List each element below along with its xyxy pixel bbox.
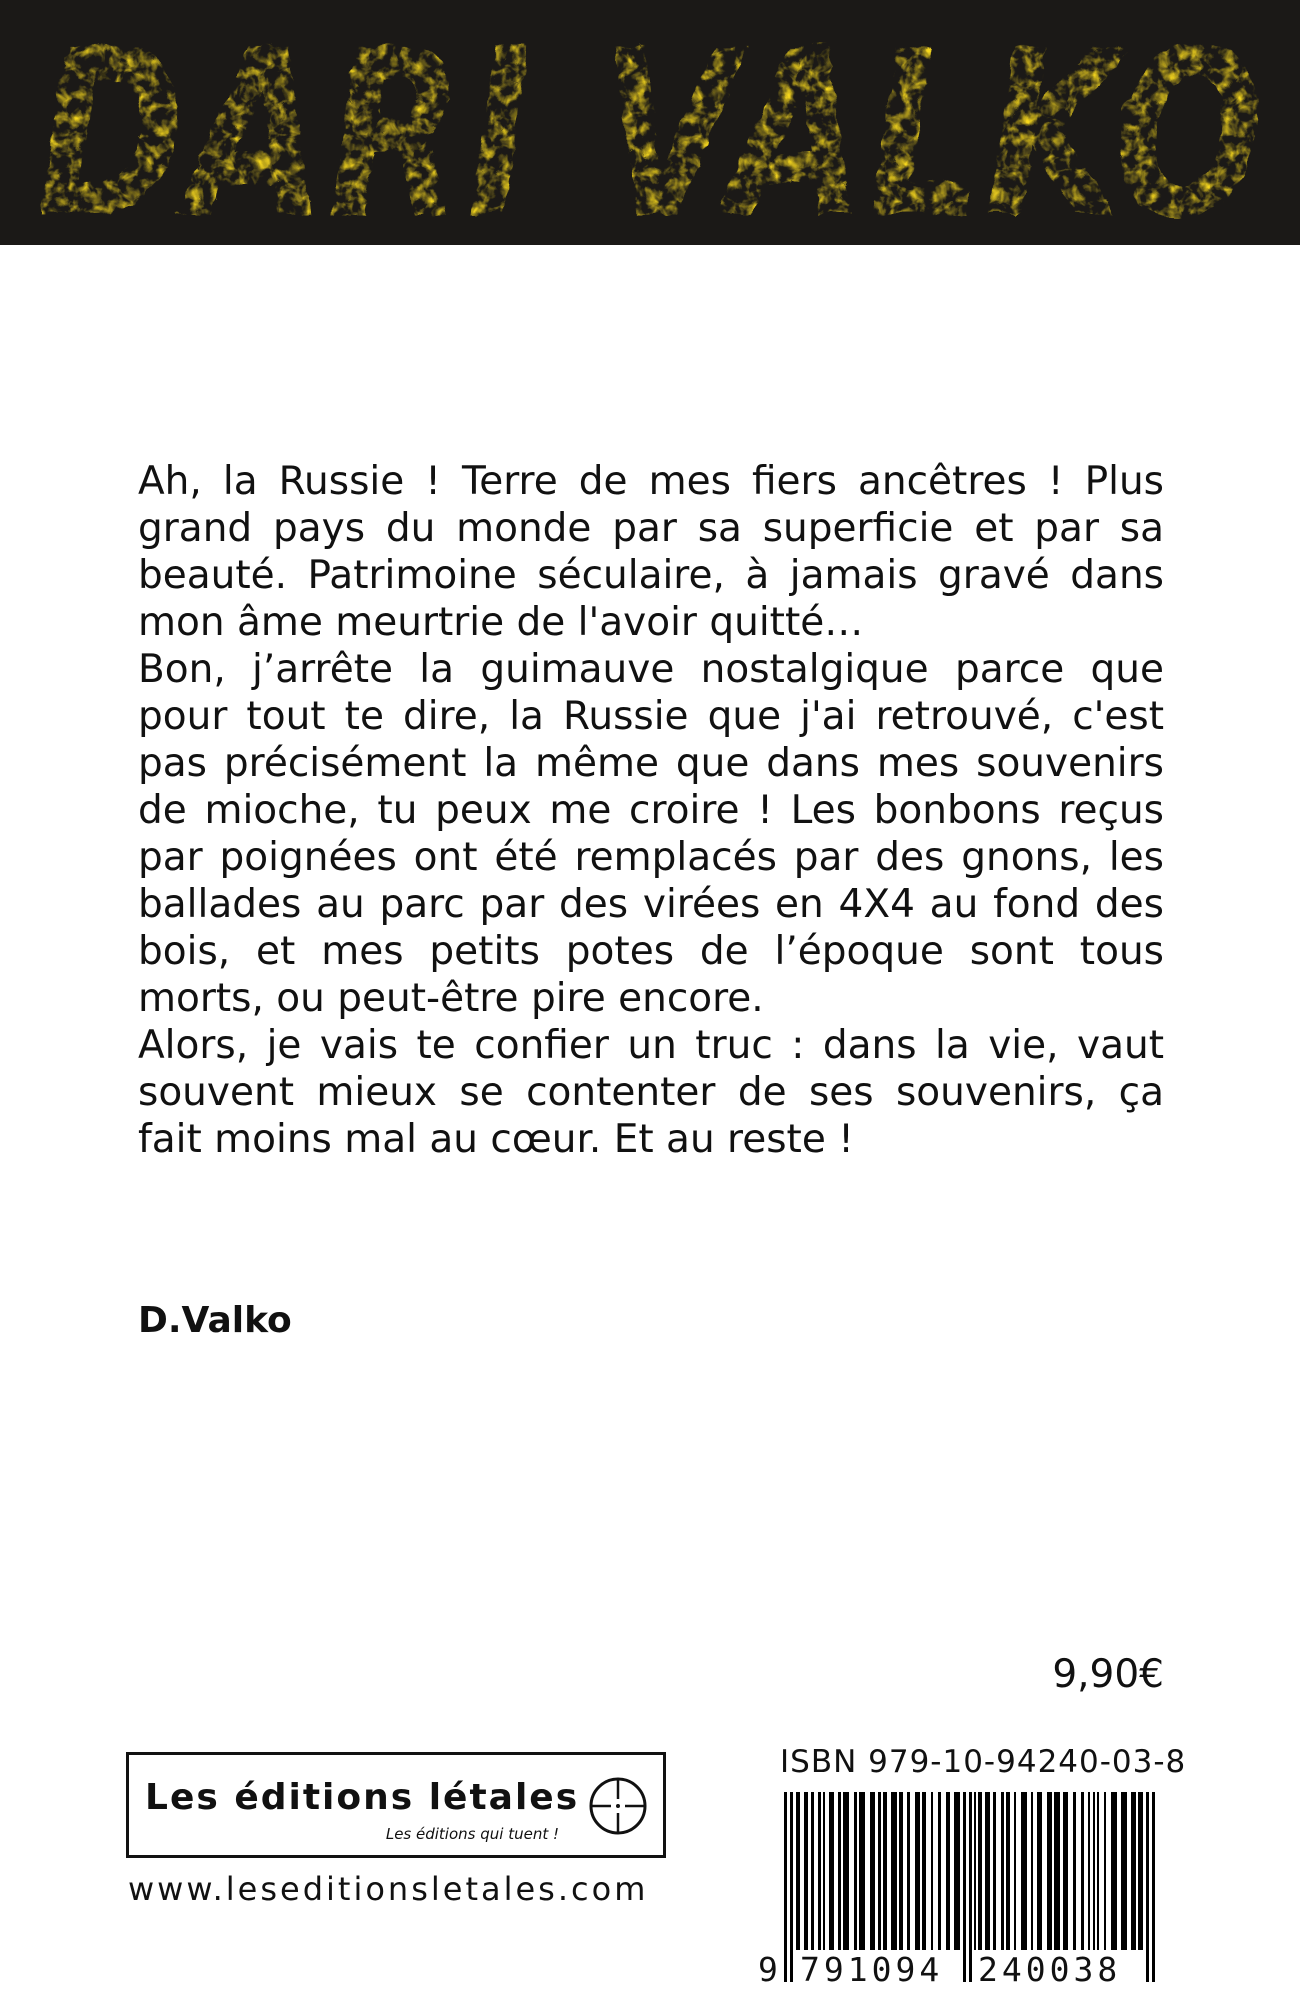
blurb-paragraph: Bon, j’arrête la guimauve nostalgique parce que pour tout te dire, la Russie que j'ai retrouvé, c'est pas précisément la même que dans mes souvenirs de mioche, tu peux me croire ! Les bonbons reçus par poignées ont été remplacés par des gnons, les ballades au parc par des virées en 4X4 au fond des bois, et mes petits potes de l’époque sont tous morts, ou peut-être pire encore. bbox=[138, 647, 1164, 1021]
publisher-name: Les éditions létales bbox=[145, 1777, 580, 1818]
barcode-bar bbox=[931, 1792, 933, 1950]
barcode-bar bbox=[1093, 1792, 1095, 1950]
blurb-paragraph: Alors, je vais te confier un truc : dans la vie, vaut souvent mieux se contenter de ses souvenirs, ça fait moins mal au cœur. Et au reste ! bbox=[138, 1023, 1164, 1162]
barcode bbox=[758, 1792, 1158, 1988]
barcode-bar bbox=[1088, 1792, 1090, 1950]
barcode-bar bbox=[974, 1792, 976, 1950]
barcode-bar bbox=[1138, 1792, 1143, 1950]
barcode-guard-bar bbox=[963, 1792, 966, 1982]
barcode-bar bbox=[1021, 1792, 1027, 1950]
barcode-guard-bar bbox=[1152, 1792, 1155, 1982]
crosshair-icon bbox=[587, 1775, 649, 1837]
barcode-bar bbox=[915, 1792, 920, 1950]
barcode-bar bbox=[811, 1792, 814, 1950]
series-title: DARI VALKO bbox=[35, 0, 1265, 245]
barcode-bar bbox=[954, 1792, 960, 1950]
barcode-bar bbox=[1111, 1792, 1117, 1950]
barcode-bar bbox=[859, 1792, 865, 1950]
barcode-digits-left: 791094 bbox=[800, 1950, 944, 1989]
barcode-guard-bar bbox=[969, 1792, 972, 1982]
barcode-guard-bar bbox=[784, 1792, 787, 1982]
barcode-bar bbox=[922, 1792, 926, 1950]
title-graphic bbox=[0, 0, 1300, 245]
barcode-bar bbox=[804, 1792, 808, 1950]
price-label: 9,90€ bbox=[1052, 1652, 1164, 1697]
barcode-bar bbox=[854, 1792, 857, 1950]
barcode-bar bbox=[843, 1792, 849, 1950]
barcode-bar bbox=[1063, 1792, 1068, 1950]
barcode-bar bbox=[878, 1792, 881, 1950]
barcode-bar bbox=[1014, 1792, 1016, 1950]
author-signature: D.Valko bbox=[138, 1300, 292, 1341]
barcode-bar bbox=[1121, 1792, 1127, 1950]
barcode-bar bbox=[891, 1792, 897, 1950]
barcode-bar bbox=[1081, 1792, 1084, 1950]
barcode-bar bbox=[823, 1792, 825, 1950]
barcode-bar bbox=[1031, 1792, 1033, 1950]
barcode-bar bbox=[946, 1792, 950, 1950]
barcode-digits-right: 240038 bbox=[978, 1950, 1122, 1989]
barcode-bar bbox=[1073, 1792, 1076, 1950]
barcode-bar bbox=[883, 1792, 887, 1950]
barcode-bar bbox=[907, 1792, 910, 1950]
barcode-bar bbox=[796, 1792, 800, 1950]
barcode-bar bbox=[899, 1792, 903, 1950]
barcode-bar bbox=[1006, 1792, 1010, 1950]
barcode-bar bbox=[1131, 1792, 1136, 1950]
barcode-bar bbox=[1097, 1792, 1099, 1950]
blurb-text bbox=[138, 458, 1164, 1163]
blurb-paragraph: Ah, la Russie ! Terre de mes fiers ancêtres ! Plus grand pays du monde par sa superficie et par sa beauté. Patrimoine séculaire, à jamais gravé dans mon âme meurtrie de l'avoir quitté… bbox=[138, 459, 1164, 645]
publisher-tagline: Les éditions qui tuent ! bbox=[385, 1825, 559, 1843]
barcode-guard-bar bbox=[1146, 1792, 1149, 1982]
barcode-bar bbox=[985, 1792, 990, 1950]
barcode-bar bbox=[829, 1792, 834, 1950]
barcode-bar bbox=[1001, 1792, 1004, 1950]
barcode-bar bbox=[1037, 1792, 1042, 1950]
barcode-bar bbox=[978, 1792, 982, 1950]
barcode-bar bbox=[993, 1792, 996, 1950]
title-band bbox=[0, 0, 1300, 245]
barcode-bar bbox=[938, 1792, 941, 1950]
barcode-bar bbox=[1047, 1792, 1052, 1950]
barcode-bar bbox=[838, 1792, 841, 1950]
publisher-logo bbox=[126, 1752, 666, 1858]
barcode-bar bbox=[870, 1792, 875, 1950]
barcode-digit-first: 9 bbox=[758, 1950, 782, 1989]
barcode-bar bbox=[1054, 1792, 1060, 1950]
publisher-website: www.leseditionsletales.com bbox=[128, 1870, 649, 1908]
barcode-bar bbox=[818, 1792, 821, 1950]
barcode-guard-bar bbox=[790, 1792, 793, 1982]
barcode-bar bbox=[1104, 1792, 1106, 1950]
isbn-label: ISBN 979-10-94240-03-8 bbox=[780, 1744, 1187, 1780]
